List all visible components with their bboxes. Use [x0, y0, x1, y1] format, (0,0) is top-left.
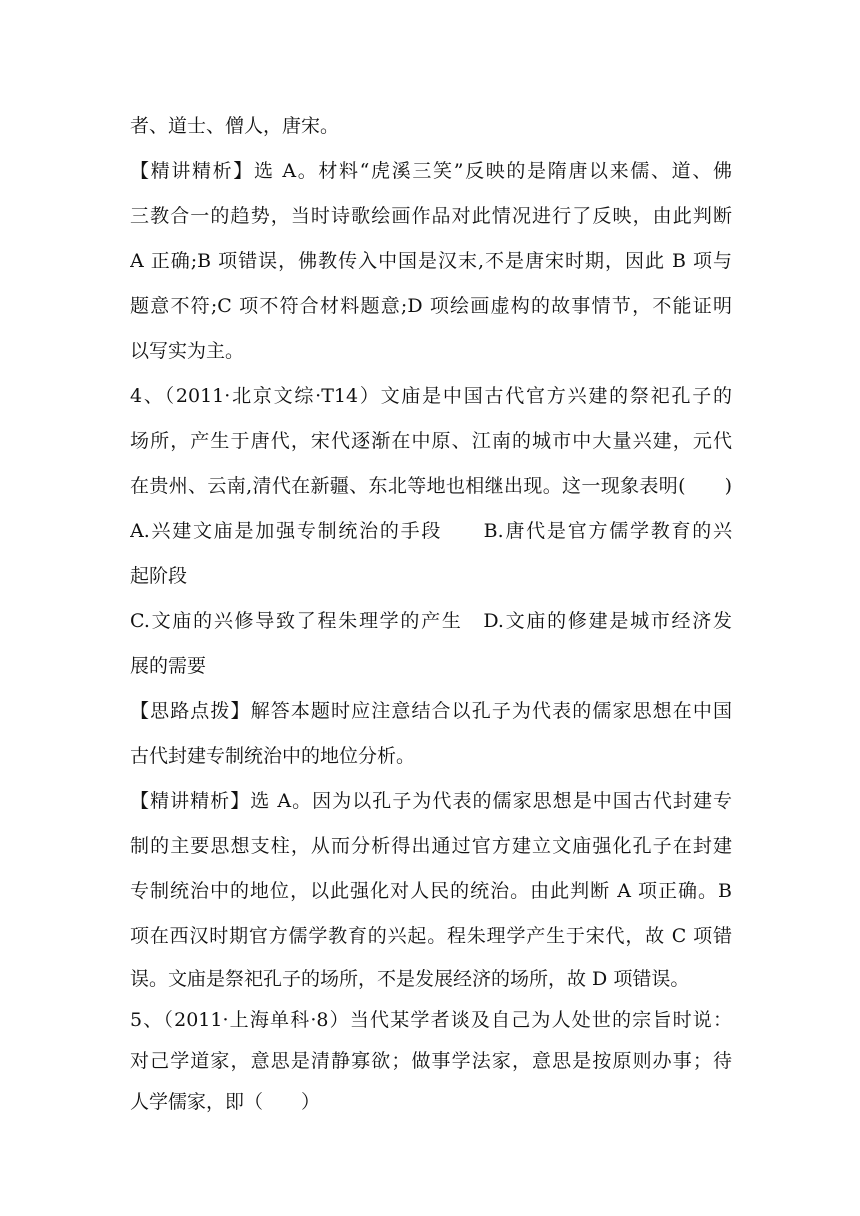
text-line: 题意不符;C 项不符合材料题意;D 项绘画虚构的故事情节，不能证明 [130, 295, 732, 317]
question-line: 对己学道家，意思是清静寡欲；做事学法家，意思是按原则办事；待 [130, 1050, 732, 1072]
question-line: 4、（2011·北京文综·T14）文庙是中国古代官方兴建的祭祀孔子的 [130, 385, 732, 407]
question-line: 人学儒家，即（ ） [130, 1091, 321, 1113]
text-line: 者、道士、僧人，唐宋。 [130, 115, 340, 137]
analysis-line: 项在西汉时期官方儒学教育的兴起。程朱理学产生于宋代，故 C 项错 [130, 925, 732, 947]
question-line: 5、（2011·上海单科·8）当代某学者谈及自己为人处世的宗旨时说： [130, 1009, 732, 1031]
analysis-line: 制的主要思想支柱，从而分析得出通过官方建立文庙强化孔子在封建 [130, 835, 732, 857]
option-line: A.兴建文庙是加强专制统治的手段 B.唐代是官方儒学教育的兴 [130, 520, 732, 542]
option-line: 展的需要 [130, 655, 207, 677]
analysis-line: 误。文庙是祭祀孔子的场所，不是发展经济的场所，故 D 项错误。 [130, 968, 690, 990]
option-line: C.文庙的兴修导致了程朱理学的产生 D.文庙的修建是城市经济发 [130, 610, 732, 632]
option-line: 起阶段 [130, 565, 188, 587]
analysis-line: 【精讲精析】选 A。因为以孔子为代表的儒家思想是中国古代封建专 [130, 790, 732, 812]
hint-line: 【思路点拨】解答本题时应注意结合以孔子为代表的儒家思想在中国 [130, 700, 732, 722]
text-line: 【精讲精析】选 A。材料“虎溪三笑”反映的是隋唐以来儒、道、佛 [130, 160, 732, 182]
question-line: 场所，产生于唐代，宋代逐渐在中原、江南的城市中大量兴建，元代 [130, 430, 732, 452]
text-line: 三教合一的趋势，当时诗歌绘画作品对此情况进行了反映，由此判断 [130, 205, 732, 227]
question-line: 在贵州、云南,清代在新疆、东北等地也相继出现。这一现象表明( ) [130, 475, 732, 497]
text-line: 以写实为主。 [130, 340, 245, 362]
document-page [130, 104, 732, 1123]
text-line: A 正确;B 项错误，佛教传入中国是汉末,不是唐宋时期，因此 B 项与 [130, 250, 732, 272]
hint-line: 古代封建专制统治中的地位分析。 [130, 745, 416, 767]
analysis-line: 专制统治中的地位，以此强化对人民的统治。由此判断 A 项正确。B [130, 880, 732, 902]
